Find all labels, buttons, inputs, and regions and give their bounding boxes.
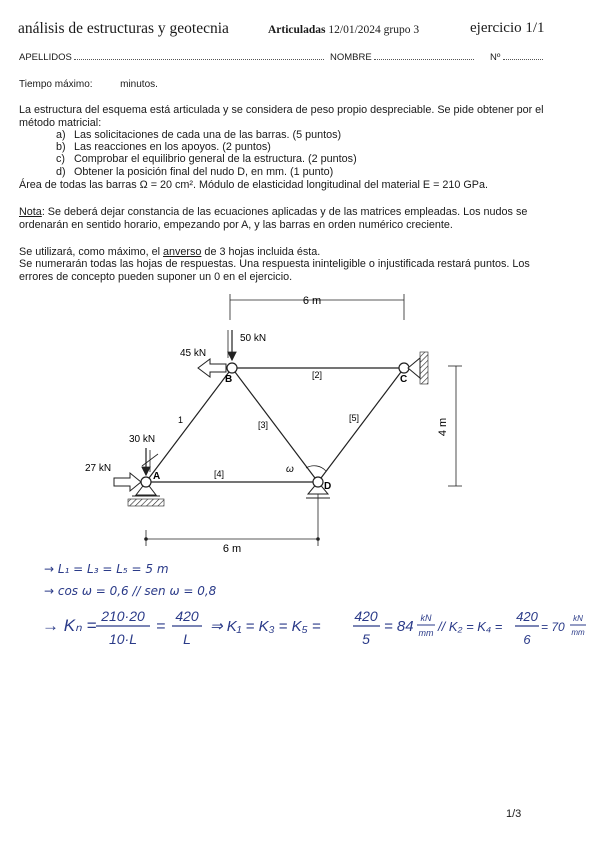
- dimension-right-label: 4 m: [437, 417, 449, 437]
- unit1-den: mm: [418, 628, 434, 638]
- equals-1: =: [156, 618, 166, 635]
- exercise-number: ejercicio 1/1: [470, 20, 545, 36]
- nota-label: Nota: [19, 206, 42, 218]
- stiffness-lhs: → Kₙ =: [42, 616, 97, 635]
- frac4-num: 420: [516, 609, 538, 624]
- value-k24: = 70: [541, 620, 565, 634]
- sheets-rule: [19, 246, 564, 259]
- exam-meta: [268, 24, 419, 36]
- bar-label-4: [4]: [214, 469, 225, 479]
- handwritten-stiffness: [40, 604, 590, 654]
- item-text: Las solicitaciones de cada una de las barras. (5 puntos): [74, 129, 342, 141]
- handwritten-trig: → cos ω = 0,6 // sen ω = 0,8: [44, 584, 217, 598]
- node-d: [313, 477, 323, 487]
- list-item: [56, 129, 341, 142]
- frac1-den: 10·L: [108, 631, 138, 647]
- load-label-a-vertical: 30 kN: [129, 434, 156, 445]
- k24-lhs: // K₂ = K₄ =: [438, 619, 503, 634]
- implies-k135: ⇒ K₁ = K₃ = K₅ =: [210, 618, 321, 635]
- bar-label-2: [2]: [312, 370, 323, 380]
- frac1-num: 210·20: [101, 608, 145, 624]
- angle-label: ω: [286, 464, 294, 475]
- item-text: Obtener la posición final del nudo D, en mm. (1 punto): [74, 166, 334, 178]
- unit1-num: kN: [420, 613, 432, 623]
- bar-5: [318, 368, 404, 482]
- frac4-den: 6: [523, 632, 531, 647]
- sheets-underlined: anverso: [163, 246, 202, 258]
- exam-group: grupo 3: [383, 24, 420, 36]
- value-k135: = 84: [384, 618, 414, 635]
- frac3-den: 5: [362, 631, 370, 647]
- node-d-label: D: [324, 481, 332, 492]
- frac2-den: L: [183, 631, 191, 647]
- apellidos-label: APELLIDOS: [19, 52, 72, 63]
- node-c-label: C: [400, 374, 408, 385]
- numbering-rule: Se numerarán todas las hojas de respuestas. Una respuesta ininteligible o injustificada restará puntos. Los errores de concepto pueden suponer un 0 en el ejercicio.: [19, 258, 530, 283]
- node-a-label: A: [153, 471, 161, 482]
- load-label-b-horizontal: 45 kN: [180, 348, 207, 359]
- time-label: Tiempo máximo:: [19, 79, 93, 90]
- item-mark: b): [56, 141, 66, 153]
- page-number: 1/3: [506, 808, 522, 820]
- numero-field: [490, 52, 543, 63]
- numero-label: Nº: [490, 52, 501, 63]
- handwritten-lengths: → L₁ = L₃ = L₅ = 5 m: [44, 562, 169, 576]
- load-label-a-horizontal: 27 kN: [85, 463, 112, 474]
- item-mark: c): [56, 153, 65, 165]
- node-b: [227, 363, 237, 373]
- list-item: [56, 153, 357, 166]
- statement-intro: La estructura del esquema está articulada y se considera de peso propio despreciable. Se pide obtener por el método matricial:: [19, 104, 544, 129]
- time-value: minutos.: [120, 79, 158, 90]
- item-text: Comprobar el equilibrio general de la estructura. (2 puntos): [74, 153, 357, 165]
- item-mark: d): [56, 166, 66, 178]
- nombre-field: [330, 52, 474, 63]
- bar-label-5: [5]: [349, 413, 360, 423]
- sheets-post: de 3 hojas incluida ésta.: [201, 246, 321, 258]
- load-label-b-vertical: 50 kN: [240, 333, 267, 344]
- bar-1: [146, 368, 232, 482]
- load-arrow-a-horizontal: [114, 473, 141, 491]
- unit2-num: kN: [573, 614, 583, 623]
- sheets-pre: Se utilizará, como máximo, el: [19, 246, 164, 258]
- dimension-bottom-label: 6 m: [222, 543, 242, 555]
- node-b-label: B: [225, 374, 233, 385]
- frac2-num: 420: [175, 608, 199, 624]
- exam-date: 12/01/2024: [328, 24, 381, 36]
- bar-label-1: 1: [178, 415, 184, 425]
- apellidos-field: [19, 52, 324, 63]
- truss-diagram: [0, 290, 600, 560]
- bar-label-3: [3]: [258, 420, 269, 430]
- frac3-num: 420: [354, 608, 378, 624]
- nombre-label: NOMBRE: [330, 52, 372, 63]
- list-item: [56, 141, 271, 154]
- list-item: [56, 166, 333, 179]
- area-statement: Área de todas las barras Ω = 20 cm². Módulo de elasticidad longitudinal del material E = 210 GPa.: [19, 179, 489, 191]
- support-c: [408, 358, 420, 378]
- nota-text: : Se deberá dejar constancia de las ecuaciones aplicadas y de las matrices empleadas. Los nudos se ordenarán en sentido horario, empezando por A, y las barras en orden numérico creciente.: [19, 206, 528, 231]
- course-title: análisis de estructuras y geotecnia: [18, 20, 229, 37]
- unit2-den: mm: [571, 628, 585, 637]
- nota: [19, 206, 564, 231]
- node-a: [141, 477, 151, 487]
- dimension-top-label: 6 m: [302, 295, 322, 307]
- item-text: Las reacciones en los apoyos. (2 puntos): [74, 141, 271, 153]
- bar-3: [232, 368, 318, 482]
- time-field: [19, 79, 158, 90]
- exam-type: Articuladas: [268, 24, 326, 36]
- item-mark: a): [56, 129, 66, 141]
- load-arrow-b-horizontal: [198, 359, 226, 377]
